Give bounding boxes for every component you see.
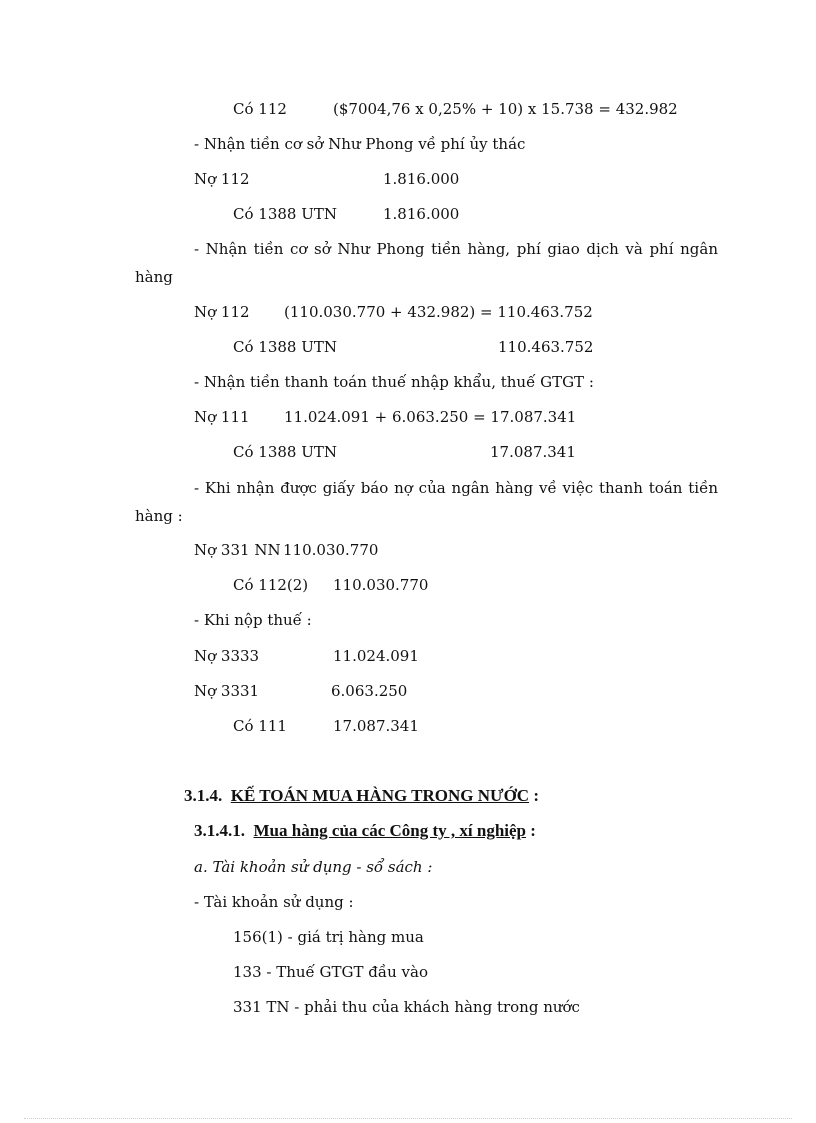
section-title: KẾ TOÁN MUA HÀNG TRONG NƯỚC — [230, 786, 530, 805]
bullet-text-justified: - Khi nhận được giấy báo nợ của ngân hàng về việc thanh toán tiền — [194, 479, 718, 497]
entry-value: 11.024.091 + 6.063.250 = 17.087.341 — [284, 408, 577, 426]
entry-value: 11.024.091 — [333, 647, 419, 665]
entry-value: 17.087.341 — [490, 443, 576, 461]
entry-account: Nợ 3333 — [194, 647, 260, 665]
account-item: 331 TN - phải thu của khách hàng trong nước — [233, 998, 580, 1016]
bullet-text: - Nhận tiền thanh toán thuế nhập khẩu, thuế GTGT : — [194, 373, 594, 391]
bullet-text-justified: - Nhận tiền cơ sở Như Phong tiền hàng, phí giao dịch và phí ngân — [194, 240, 718, 258]
section-suffix: : — [533, 786, 539, 805]
entry-value: 110.463.752 — [498, 338, 594, 356]
subsection-heading — [194, 822, 536, 840]
entry-account: Có 111 — [233, 717, 287, 735]
accounts-intro: - Tài khoản sử dụng : — [194, 893, 354, 911]
bullet-text: - Nhận tiền cơ sở Như Phong về phí ủy thác — [194, 135, 526, 153]
bullet-text-wrap: hàng — [135, 268, 173, 286]
entry-account: Có 1388 UTN — [233, 205, 337, 223]
entry-account: Nợ 112 — [194, 170, 250, 188]
entry-account: Có 112(2) — [233, 576, 309, 594]
entry-account: Có 1388 UTN — [233, 443, 337, 461]
entry-account: Nợ 111 — [194, 408, 250, 426]
entry-account: Nợ 3331 — [194, 682, 260, 700]
entry-account: Nợ 331 NN — [194, 541, 281, 559]
entry-value: ($7004,76 x 0,25% + 10) x 15.738 = 432.982 — [333, 100, 678, 118]
entry-account: Có 1388 UTN — [233, 338, 337, 356]
page-border — [24, 1118, 792, 1119]
entry-value: 1.816.000 — [383, 205, 460, 223]
entry-value: 1.816.000 — [383, 170, 460, 188]
part-a-heading: a. Tài khoản sử dụng - sổ sách : — [194, 858, 433, 876]
entry-value: 110.030.770 — [283, 541, 379, 559]
section-heading — [184, 787, 539, 805]
entry-value: 6.063.250 — [331, 682, 408, 700]
account-item: 133 - Thuế GTGT đầu vào — [233, 963, 428, 981]
entry-value: 110.030.770 — [333, 576, 429, 594]
subsection-suffix: : — [530, 821, 536, 840]
subsection-number: 3.1.4.1. — [194, 821, 245, 840]
entry-value: 17.087.341 — [333, 717, 419, 735]
bullet-text: - Khi nộp thuế : — [194, 611, 312, 629]
subsection-title: Mua hàng của các Công ty , xí nghiệp — [253, 821, 526, 840]
section-number: 3.1.4. — [184, 786, 223, 805]
entry-account: Có 112 — [233, 100, 287, 118]
entry-account: Nợ 112 — [194, 303, 250, 321]
entry-value: (110.030.770 + 432.982) = 110.463.752 — [284, 303, 593, 321]
bullet-text-wrap: hàng : — [135, 507, 183, 525]
account-item: 156(1) - giá trị hàng mua — [233, 928, 424, 946]
